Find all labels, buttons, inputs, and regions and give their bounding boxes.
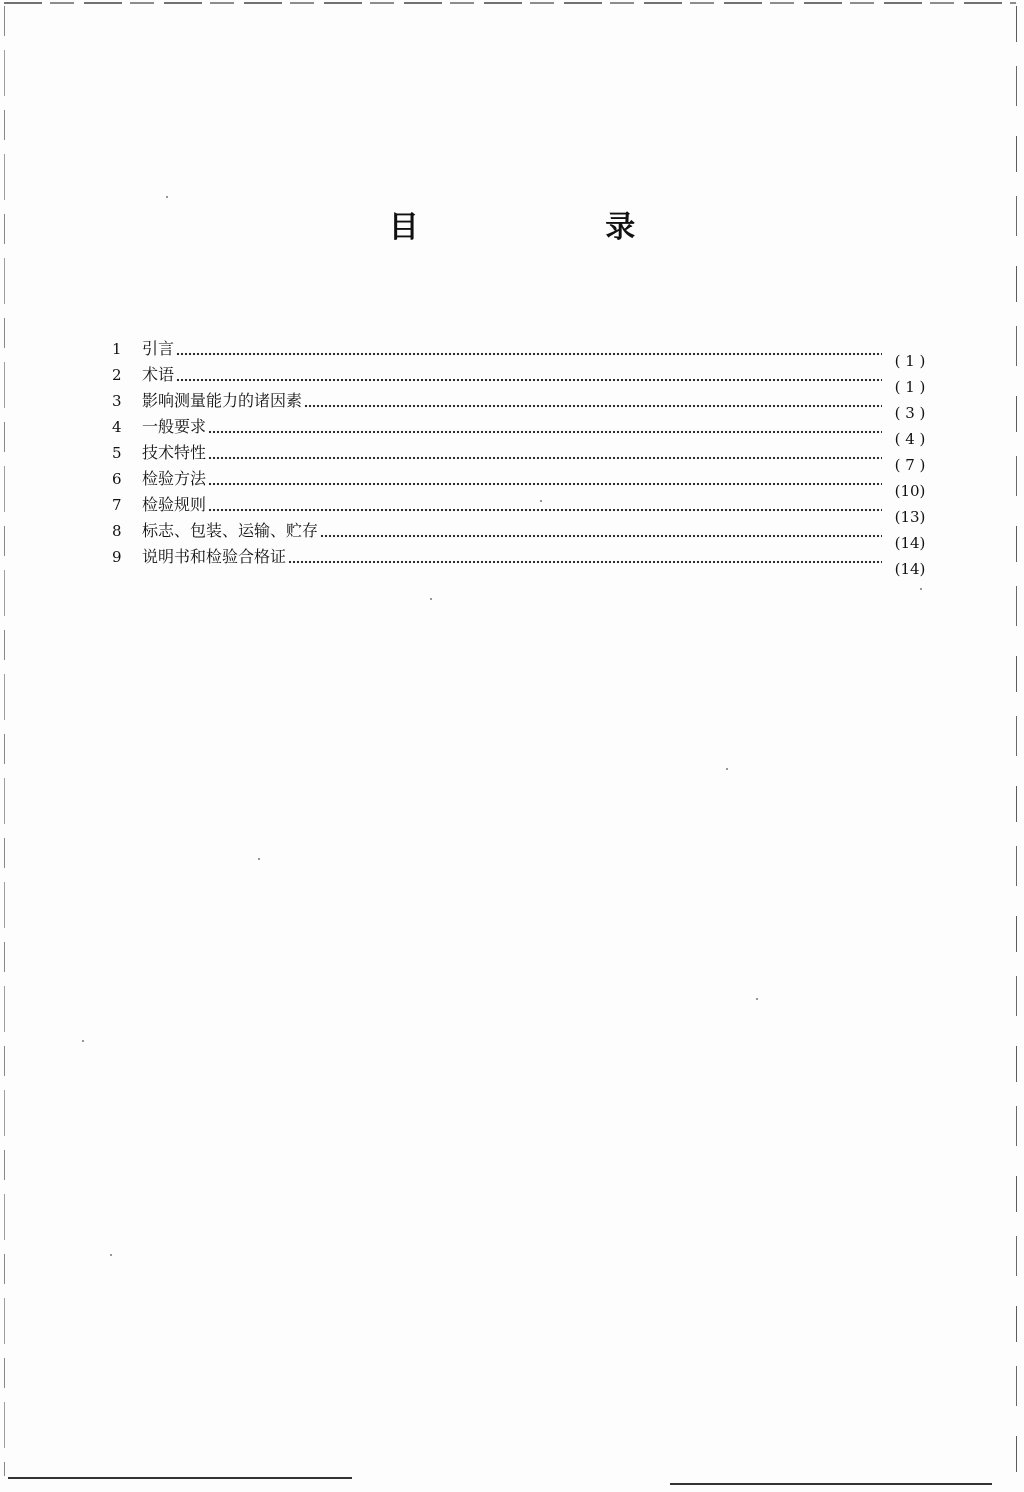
toc-entry-page: ( 7 ): [894, 456, 926, 474]
toc-leader-dots: [176, 364, 882, 386]
toc-leader-dots: [208, 416, 882, 438]
scan-speck: [82, 1040, 84, 1042]
toc-leader-dots: [288, 546, 882, 568]
page-title: 目 录: [388, 210, 724, 245]
toc-entry-number: 3: [112, 392, 122, 410]
toc-entry-number: 6: [112, 470, 122, 488]
toc-entry-label: 标志、包装、运输、贮存: [142, 521, 319, 540]
toc-entry: [112, 390, 932, 422]
scan-edge-bottom-left: [8, 1477, 352, 1479]
toc-entry-label: 术语: [142, 365, 175, 384]
scan-speck: [166, 196, 168, 198]
toc-entry-label: 检验规则: [142, 495, 207, 514]
toc-entry: [112, 416, 932, 448]
toc-entry-number: 8: [112, 522, 122, 540]
toc-entry-page: (14): [894, 534, 926, 552]
toc-entry-number: 9: [112, 548, 122, 566]
toc-entry-label: 检验方法: [142, 469, 207, 488]
toc-leader-dots: [304, 390, 882, 412]
scan-edge-top: [4, 2, 1016, 4]
toc-leader-dots: [208, 468, 882, 490]
scan-speck: [726, 768, 728, 770]
toc-entry-page: ( 1 ): [894, 352, 926, 370]
toc-entry-page: ( 4 ): [894, 430, 926, 448]
scan-speck: [430, 598, 432, 600]
toc-leader-dots: [208, 494, 882, 516]
toc-entry-page: (10): [894, 482, 926, 500]
toc-entry-page: ( 3 ): [894, 404, 926, 422]
toc-entry-label: 引言: [142, 339, 175, 358]
toc-entry: [112, 338, 932, 370]
toc-entry-number: 7: [112, 496, 122, 514]
toc-entry-label: 影响测量能力的诸因素: [142, 391, 303, 410]
toc-entry-page: ( 1 ): [894, 378, 926, 396]
toc-entry: [112, 494, 932, 526]
toc-leader-dots: [320, 520, 882, 542]
scan-speck: [258, 858, 260, 860]
scan-speck: [110, 1254, 112, 1256]
scan-speck: [756, 998, 758, 1000]
scan-edge-bottom-right: [670, 1483, 992, 1485]
toc-entry-number: 2: [112, 366, 122, 384]
toc-entry-number: 1: [112, 340, 122, 358]
toc-entry: [112, 546, 932, 578]
toc-leader-dots: [208, 442, 882, 464]
toc-entry-label: 一般要求: [142, 417, 207, 436]
toc-entry: [112, 442, 932, 474]
toc-entry-page: (13): [894, 508, 926, 526]
table-of-contents: [112, 338, 932, 578]
scan-speck: [920, 588, 922, 590]
toc-entry: [112, 364, 932, 396]
toc-entry: [112, 520, 932, 552]
toc-entry-number: 4: [112, 418, 122, 436]
toc-entry-label: 说明书和检验合格证: [142, 547, 287, 566]
toc-entry-page: (14): [894, 560, 926, 578]
toc-entry: [112, 468, 932, 500]
toc-leader-dots: [176, 338, 882, 360]
toc-entry-label: 技术特性: [142, 443, 207, 462]
toc-entry-number: 5: [112, 444, 122, 462]
